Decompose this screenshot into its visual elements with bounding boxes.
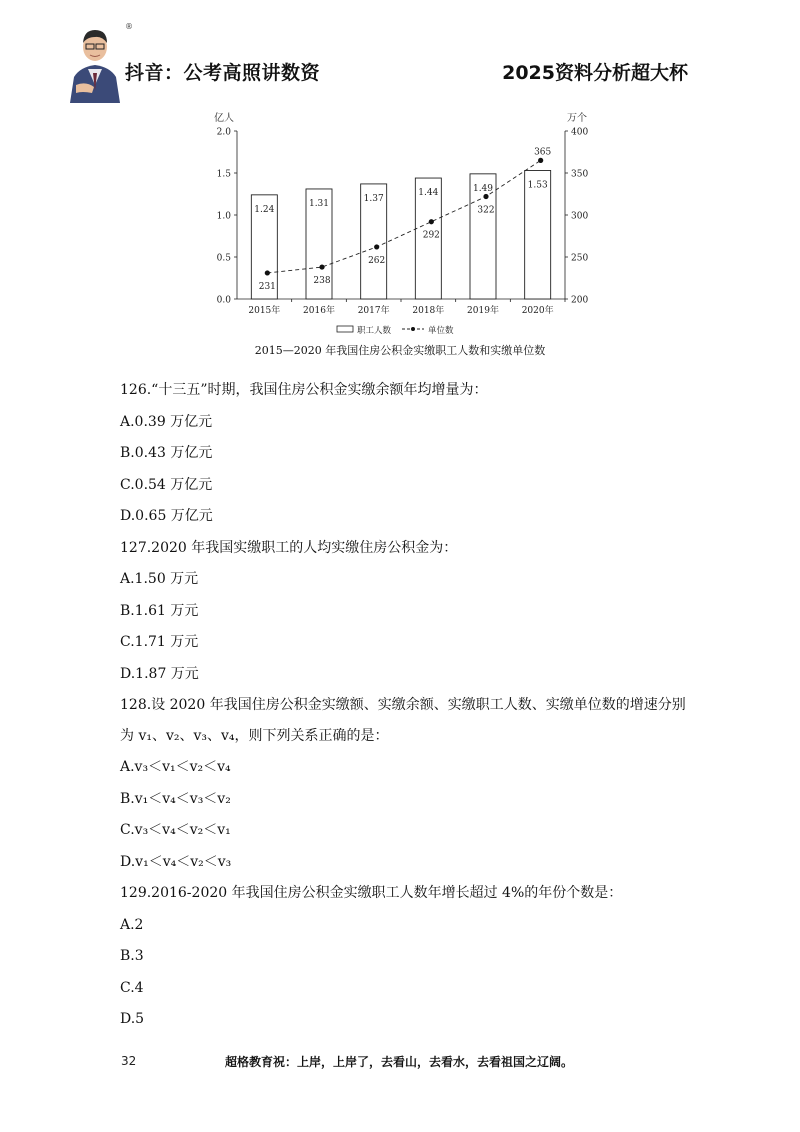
- line-point-units: [483, 194, 488, 199]
- bar-value-label: 1.53: [527, 180, 548, 191]
- question-list: [120, 380, 690, 1041]
- line-value-label: 322: [477, 205, 495, 216]
- line-point-units: [319, 264, 324, 269]
- question-126-option-d[interactable]: D.0.65 万亿元: [120, 508, 213, 524]
- page-number: 32: [121, 1054, 137, 1068]
- question-128-option-d[interactable]: D.v₁＜v₄＜v₂＜v₃: [120, 853, 232, 870]
- x-tick-label: 2020年: [521, 306, 554, 316]
- bar-value-label: 1.49: [472, 183, 494, 194]
- question-129-option-d[interactable]: D.5: [120, 1011, 145, 1027]
- line-point-units: [429, 219, 434, 224]
- brand-left-title: 抖音：公考高照讲数资: [125, 62, 321, 84]
- question-127-option-d[interactable]: D.1.87 万元: [120, 665, 199, 682]
- question-128-stem: 128.设 2020 年我国住房公积金实缴额、实缴余额、实缴职工人数、实缴单位数的增速分别: [120, 697, 686, 713]
- line-point-units: [374, 244, 379, 249]
- question-128-option-b[interactable]: B.v₁＜v₄＜v₃＜v₂: [120, 790, 231, 807]
- x-tick-label: 2016年: [303, 306, 335, 316]
- legend-bar-swatch: [337, 326, 353, 332]
- x-tick-label: 2017年: [357, 306, 390, 316]
- bar-value-label: 1.37: [363, 193, 384, 204]
- line-value-label: 262: [368, 255, 386, 266]
- question-128-stem-line2: 为 v₁、v₂、v₃、v₄，则下列关系正确的是：: [120, 727, 389, 744]
- line-value-label: 238: [313, 276, 331, 287]
- chart-legend: [337, 325, 454, 336]
- y-left-unit: 亿人: [214, 113, 234, 124]
- bar-value-label: 1.24: [254, 204, 275, 215]
- bar-value-label: 1.31: [308, 198, 330, 209]
- question-126-option-c[interactable]: C.0.54 万亿元: [120, 476, 213, 493]
- legend-label-units: 单位数: [428, 326, 454, 336]
- line-value-label: 292: [422, 230, 440, 241]
- y-left-tick-label: 2.0: [216, 127, 231, 138]
- y-right-tick-label: 300: [571, 211, 589, 222]
- y-left-tick-label: 1.5: [216, 169, 231, 180]
- question-128-option-a[interactable]: A.v₃＜v₁＜v₂＜v₄: [120, 759, 231, 775]
- line-value-label: 365: [534, 147, 552, 158]
- x-tick-label: 2018年: [412, 306, 445, 316]
- question-126-option-b[interactable]: B.0.43 万亿元: [120, 445, 213, 461]
- question-127-option-b[interactable]: B.1.61 万元: [120, 602, 199, 619]
- footer-motto: 超格教育祝：上岸，上岸了，去看山，去看水，去看祖国之辽阔。: [225, 1055, 574, 1069]
- question-127-option-c[interactable]: C.1.71 万元: [120, 634, 199, 650]
- brand-right-title: 2025资料分析超大杯: [502, 62, 688, 84]
- line-value-label: 231: [258, 281, 276, 292]
- legend-label-workers: 职工人数: [357, 326, 392, 336]
- registered-mark: ®: [125, 22, 133, 31]
- author-avatar: [66, 25, 124, 103]
- y-right-tick-label: 350: [571, 169, 589, 180]
- y-left-tick-label: 1.0: [216, 211, 231, 222]
- y-left-tick-label: 0.5: [216, 253, 231, 264]
- bar-value-label: 1.44: [418, 188, 439, 199]
- chart-container: [200, 108, 600, 358]
- question-129-option-b[interactable]: B.3: [120, 948, 144, 964]
- y-left-tick-label: 0.0: [216, 295, 231, 306]
- question-127-option-a[interactable]: A.1.50 万元: [120, 571, 199, 587]
- question-127-stem: 127.2020 年我国实缴职工的人均实缴住房公积金为：: [120, 539, 458, 556]
- page-header: [0, 0, 800, 110]
- x-tick-label: 2015年: [248, 306, 281, 316]
- question-126-stem: 126.“十三五”时期，我国住房公积金实缴余额年均增量为：: [120, 382, 488, 398]
- line-point-units: [265, 270, 270, 275]
- x-tick-label: 2019年: [467, 306, 499, 316]
- chart-title: 2015—2020 年我国住房公积金实缴职工人数和实缴单位数: [254, 344, 546, 357]
- legend-dot-icon: [411, 327, 415, 331]
- question-129-option-a[interactable]: A.2: [120, 916, 144, 933]
- question-129-option-c[interactable]: C.4: [120, 979, 144, 996]
- question-128-option-c[interactable]: C.v₃＜v₄＜v₂＜v₁: [120, 822, 231, 838]
- y-right-tick-label: 400: [571, 127, 589, 138]
- y-right-unit: 万个: [567, 113, 587, 124]
- line-point-units: [538, 158, 543, 163]
- y-right-tick-label: 200: [571, 295, 589, 306]
- question-129-stem: 129.2016-2020 年我国住房公积金实缴职工人数年增长超过 4%的年份个数是：: [120, 885, 623, 901]
- question-126-option-a[interactable]: A.0.39 万亿元: [120, 413, 213, 430]
- y-right-tick-label: 250: [571, 253, 589, 264]
- chart-svg: [200, 108, 600, 358]
